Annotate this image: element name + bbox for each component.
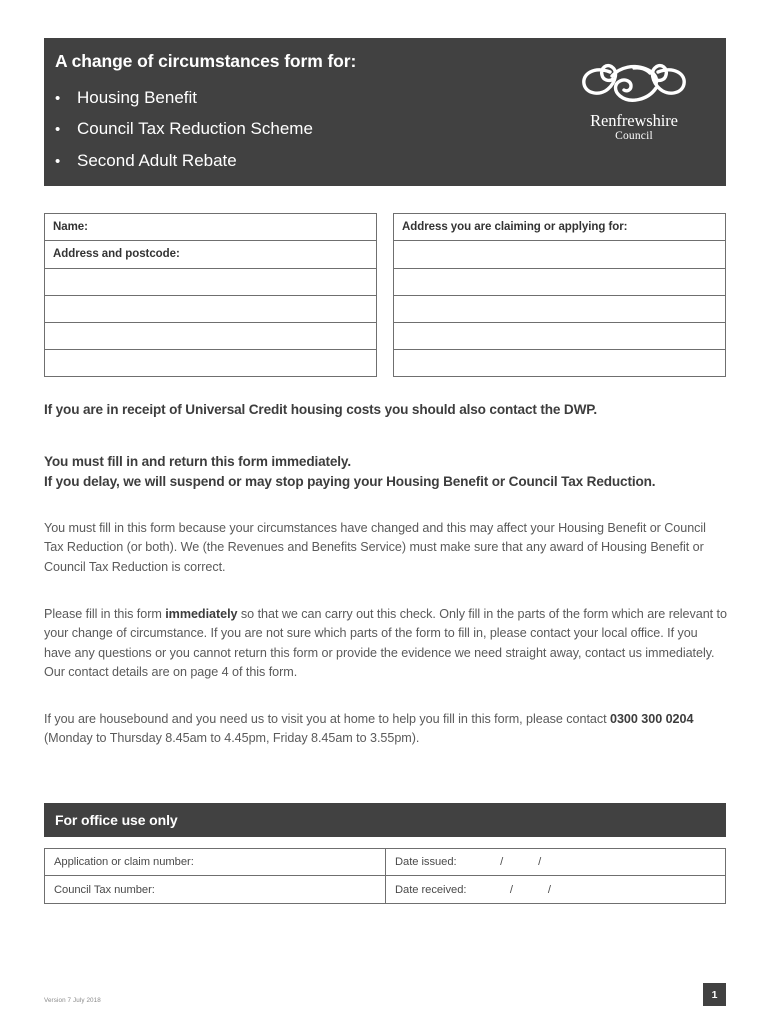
list-item-label: Council Tax Reduction Scheme (77, 119, 313, 139)
universal-credit-notice: If you are in receipt of Universal Credit housing costs you should also contact the DWP. (44, 402, 598, 417)
bullet-icon: • (55, 121, 61, 139)
table-row[interactable] (394, 241, 725, 268)
council-logo (566, 54, 702, 145)
page-number-badge: 1 (703, 983, 726, 1006)
list-item (55, 82, 595, 113)
date-issued-slots (457, 856, 559, 868)
table-row[interactable] (394, 323, 725, 350)
paragraph-emphasis: immediately (165, 606, 238, 621)
paragraph-text-post: (Monday to Thursday 8.45am to 4.45pm, Friday 8.45am to 3.55pm). (44, 731, 420, 746)
page-title: A change of circumstances form for: (55, 51, 357, 71)
date-separator: / (547, 883, 551, 896)
paragraph-text-post: so that we can carry out this check. Only fill in the parts of the form which are relevant to your change of circumstance. If you are not sure which parts of the form to fill in, please contact your local office. If you have any questions or you cannot return this form or provide the evidence we need straight away, contact us immediately. Our contact details are on page 4 of this form. (44, 606, 727, 680)
table-row[interactable]: Address you are claiming or applying for: (394, 214, 725, 241)
date-received-field[interactable] (386, 876, 725, 903)
table-row[interactable] (45, 296, 376, 323)
date-separator: / (538, 856, 542, 868)
date-separator: / (509, 883, 513, 896)
instructions-body (44, 400, 728, 749)
office-use-header-bar (44, 803, 726, 837)
paragraph-text-pre: Please fill in this form (44, 606, 166, 621)
header-banner (44, 38, 726, 186)
office-use-heading: For office use only (55, 812, 178, 828)
how-to-fill-in-paragraph (44, 605, 728, 683)
table-row[interactable]: Address and postcode: (45, 241, 376, 268)
logo-subtitle: Council (615, 130, 653, 143)
delay-warning-notice: If you delay, we will suspend or may stop paying your Housing Benefit or Council Tax Reduction. (44, 474, 656, 490)
housebound-contact-paragraph (44, 710, 728, 749)
logo-name: Renfrewshire (590, 111, 678, 130)
date-received-label: Date received: (395, 883, 467, 896)
date-issued-label: Date issued: (395, 856, 457, 868)
table-row[interactable] (45, 350, 376, 377)
claiming-address-table (393, 213, 726, 377)
table-row[interactable] (45, 269, 376, 296)
table-row[interactable]: Name: (45, 214, 376, 241)
list-item (55, 113, 595, 144)
header-benefit-list (55, 82, 595, 176)
application-or-claim-number-field[interactable]: Application or claim number: (45, 849, 386, 875)
return-immediately-notice: You must fill in and return this form immediately. (44, 453, 351, 469)
version-note: Version 7 July 2018 (44, 997, 101, 1004)
office-use-table (44, 848, 726, 904)
bullet-icon: • (55, 152, 61, 170)
table-row[interactable] (45, 323, 376, 350)
table-row[interactable] (394, 296, 725, 323)
why-fill-in-paragraph: You must fill in this form because your circumstances have changed and this may affect your Housing Benefit or Council Tax Reduction (or both). We (the Revenues and Benefits Service) must make sure that any award of Housing Benefit or Council Tax Reduction is correct. (44, 520, 706, 574)
table-row[interactable] (394, 350, 725, 377)
table-row[interactable] (394, 269, 725, 296)
date-received-slots (466, 884, 568, 896)
council-tax-number-field[interactable]: Council Tax number: (45, 876, 386, 903)
table-row (45, 849, 725, 876)
claimant-name-address-table (44, 213, 377, 377)
renfrewshire-swirl-icon (574, 58, 694, 110)
paragraph-text-pre: If you are housebound and you need us to visit you at home to help you fill in this form, please contact (44, 711, 611, 726)
date-separator: / (500, 856, 504, 868)
list-item-label: Housing Benefit (77, 87, 198, 107)
date-issued-field[interactable] (386, 849, 725, 875)
list-item (55, 145, 595, 176)
header-text-block (55, 50, 595, 176)
claimant-details-area (44, 213, 726, 377)
list-item-label: Second Adult Rebate (77, 150, 237, 170)
bullet-icon: • (55, 89, 61, 107)
contact-phone-number: 0300 300 0204 (610, 711, 694, 726)
table-row (45, 876, 725, 903)
